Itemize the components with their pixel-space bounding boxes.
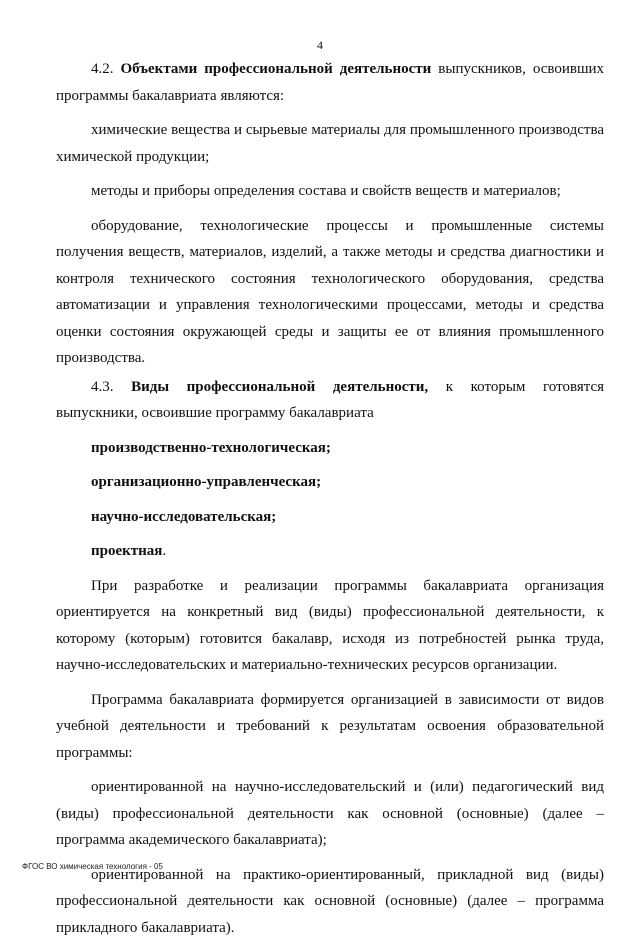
- page-number: 4: [317, 38, 323, 52]
- section-4-3-number: 4.3.: [91, 378, 114, 395]
- section-4-2-heading: [56, 56, 604, 109]
- section-4-2-number: 4.2.: [91, 61, 114, 77]
- activity-type-item-last: [56, 538, 604, 565]
- formation-paragraph: Программа бакалавриата формируется организацией в зависимости от видов учебной деятельности и требований к результатам освоения образовательной программы:: [56, 691, 604, 761]
- activity-type-last-label: проектная: [91, 543, 163, 559]
- object-item: оборудование, технологические процессы и промышленные системы получения веществ, материалов, изделий, а также методы и средства диагностики и контроля технического состояния технологического оборудования, средства автоматизации и управления технологическими процессами, методы и средства оценки состояния окружающей среды и защиты ее от влияния промышленного производства.: [56, 217, 604, 366]
- section-4-2-bold-term: Объектами профессиональной деятельности: [120, 61, 432, 77]
- academic-program-paragraph: ориентированной на научно-исследовательский и (или) педагогический вид (виды) профессиональной деятельности как основной (основные) (далее – программа академического бакалавриата);: [56, 779, 604, 848]
- activity-type-item: организационно-управленческая;: [91, 474, 322, 490]
- section-4-3-bold-term: Виды профессиональной деятельности,: [131, 378, 429, 395]
- footer-note: ФГОС ВО химическая технология - 05: [22, 862, 163, 871]
- section-4-3-heading: [56, 374, 604, 427]
- activity-type-item: научно-исследовательская;: [91, 508, 277, 525]
- applied-program-paragraph: ориентированной на практико-ориентированный, прикладной вид (виды) профессиональной деятельности как основной (основные) (далее – программа прикладного бакалавриата).: [56, 866, 604, 936]
- object-item: химические вещества и сырьевые материалы для промышленного производства химической продукции;: [56, 122, 604, 165]
- document-body: [56, 56, 604, 943]
- object-item: методы и приборы определения состава и свойств веществ и материалов;: [91, 183, 561, 199]
- section-4-2-text: выпускников, освоивших программы бакалавриата являются:: [56, 61, 605, 104]
- activity-type-item: производственно-технологическая;: [91, 439, 331, 456]
- section-4-3-text: к которым готовятся выпускники, освоившие программу бакалавриата: [56, 378, 605, 421]
- development-paragraph: При разработке и реализации программы бакалавриата организация ориентируется на конкретный вид (виды) профессиональной деятельности, к которому (которым) готовится бакалавр, исходя из потребностей рынка труда, научно-исследовательских и материально-технических ресурсов организации.: [56, 577, 604, 673]
- activity-type-last-period: .: [162, 543, 167, 559]
